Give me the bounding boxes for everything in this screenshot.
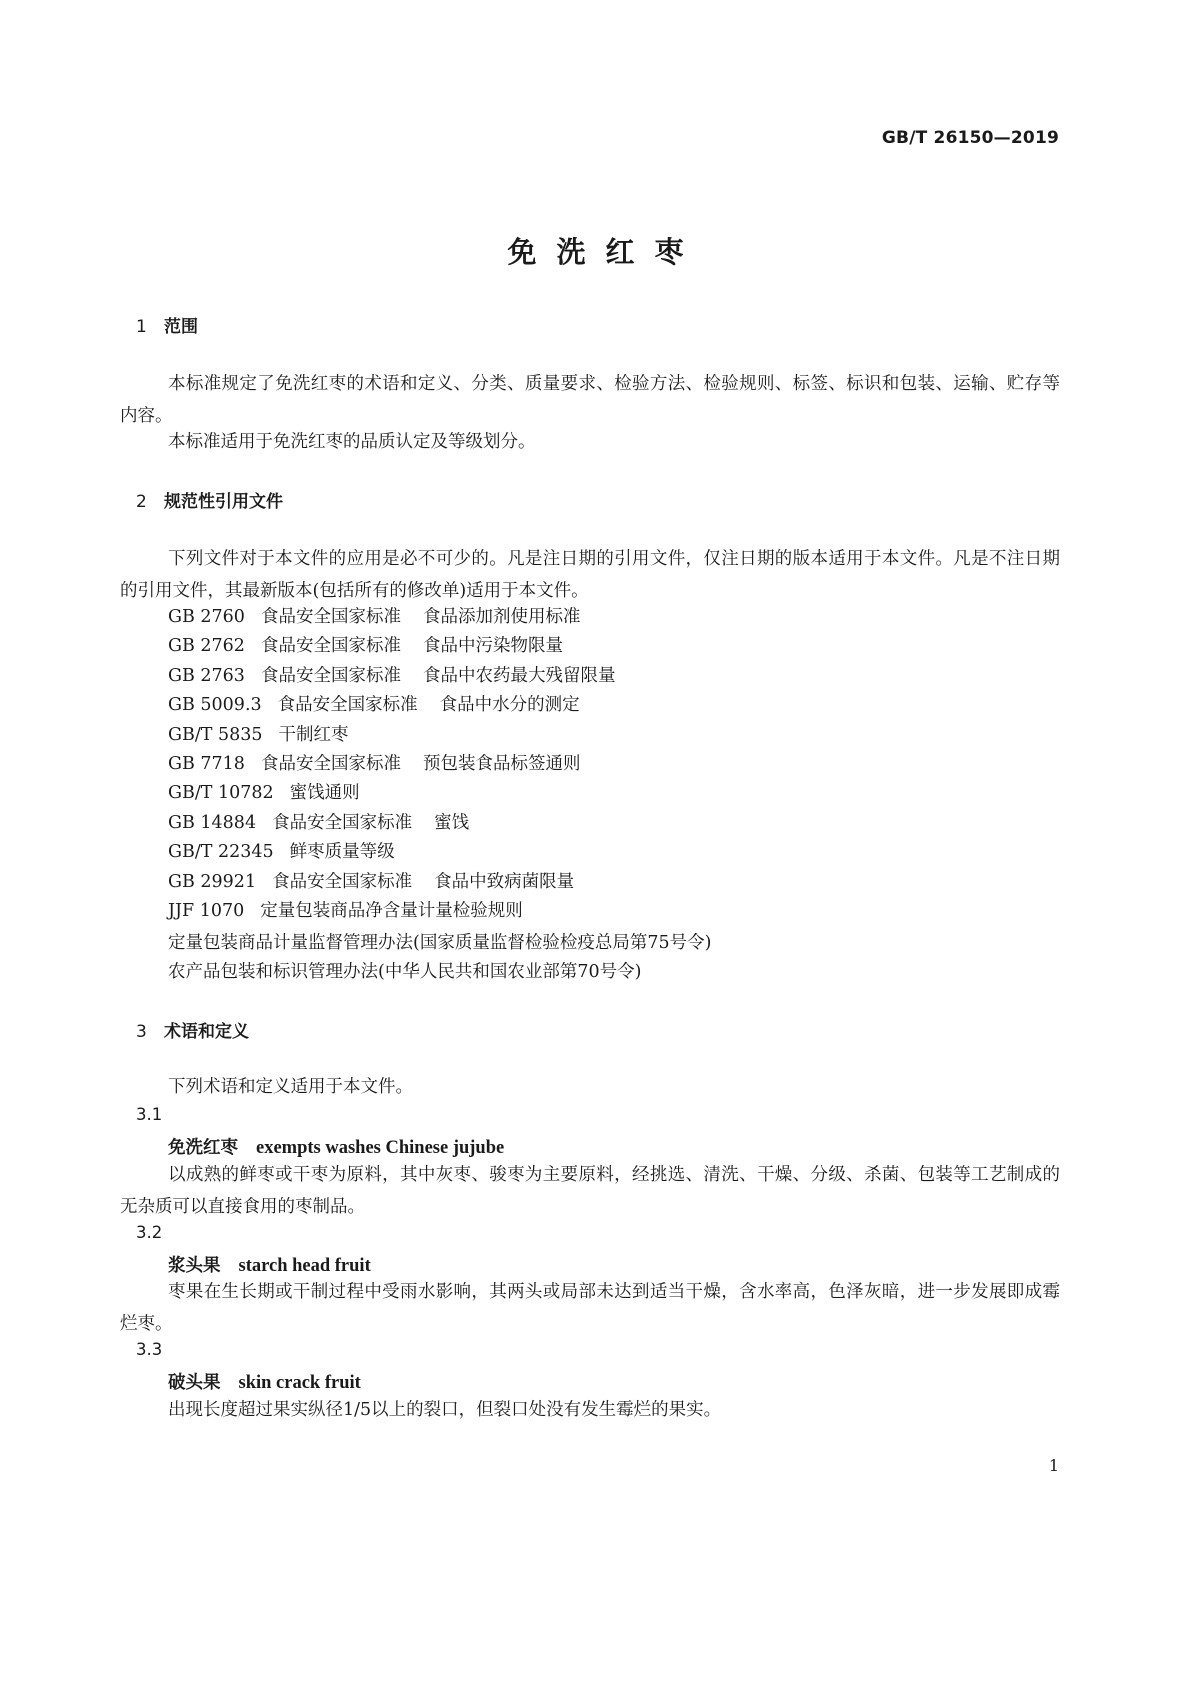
reference-title: 定量包装商品净含量计量检验规则 [260, 901, 523, 921]
reference-title: 干制红枣 [278, 724, 349, 745]
reference-subtitle: 食品中水分的测定 [439, 695, 580, 716]
term-en: skin crack fruit [238, 1373, 361, 1393]
reference-code: GB 5009.3 [168, 695, 262, 716]
section-heading-terms [136, 1017, 249, 1042]
page-number: 1 [1048, 1456, 1059, 1475]
reference-code: GB 2762 [168, 636, 245, 657]
reference-item [168, 779, 360, 804]
section-title: 术语和定义 [164, 1022, 249, 1042]
reference-code: GB 14884 [168, 812, 257, 833]
reference-title: 食品安全国家标准 [260, 636, 401, 657]
reference-title: 食品安全国家标准 [260, 665, 401, 686]
reference-title: 食品安全国家标准 [260, 754, 401, 774]
term-heading [168, 1369, 361, 1394]
reference-subtitle: 食品添加剂使用标准 [422, 607, 581, 627]
section-heading-references [136, 487, 283, 512]
scope-paragraph-1: 本标准规定了免洗红枣的术语和定义、分类、质量要求、检验方法、检验规则、标签、标识和包装、运输、贮存等内容。 [120, 374, 1060, 426]
term-en: exempts washes Chinese jujube [256, 1138, 505, 1158]
reference-item [168, 750, 580, 775]
reference-title: 食品安全国家标准 [272, 812, 413, 833]
term-definition: 出现长度超过果实纵径1/5以上的裂口，但裂口处没有发生霉烂的果实。 [168, 1400, 722, 1420]
reference-subtitle: 蜜饯 [434, 812, 470, 833]
reference-code: GB 2763 [168, 665, 245, 686]
reference-item [168, 809, 469, 834]
reference-item [168, 632, 563, 657]
reference-code: GB/T 5835 [168, 724, 263, 745]
term-heading [168, 1134, 504, 1159]
reference-title: 鲜枣质量等级 [289, 842, 395, 863]
section-heading-scope [136, 312, 198, 337]
section-number: 1 [136, 317, 147, 337]
regulation-item: 农产品包装和标识管理办法(中华人民共和国农业部第70号令) [168, 962, 642, 982]
reference-code: GB 2760 [168, 607, 245, 627]
term-cn: 免洗红枣 [168, 1138, 238, 1158]
term-heading [168, 1252, 371, 1277]
term-definition: 枣果在生长期或干制过程中受雨水影响，其两头或局部未达到适当干燥，含水率高，色泽灰暗，进一步发展即成霉烂枣。 [120, 1282, 1060, 1334]
reference-item [168, 662, 615, 687]
reference-code: JJF 1070 [168, 901, 245, 921]
term-en: starch head fruit [238, 1256, 371, 1276]
section-number: 2 [136, 492, 147, 512]
reference-subtitle: 食品中农药最大残留限量 [422, 665, 616, 686]
term-cn: 破头果 [168, 1373, 221, 1393]
reference-subtitle: 食品中污染物限量 [422, 636, 563, 657]
reference-item [168, 721, 349, 746]
term-definition: 以成熟的鲜枣或干枣为原料，其中灰枣、骏枣为主要原料，经挑选、清洗、干燥、分级、杀菌、包装等工艺制成的无杂质可以直接食用的枣制品。 [120, 1165, 1060, 1217]
reference-code: GB 29921 [168, 871, 257, 892]
reference-title: 食品安全国家标准 [277, 695, 418, 716]
term-cn: 浆头果 [168, 1256, 221, 1276]
standard-code: GB/T 26150—2019 [881, 128, 1059, 148]
reference-item [168, 691, 580, 716]
reference-title: 食品安全国家标准 [260, 607, 401, 627]
reference-title: 蜜饯通则 [289, 783, 360, 804]
reference-code: GB 7718 [168, 754, 245, 774]
references-intro: 下列文件对于本文件的应用是必不可少的。凡是注日期的引用文件，仅注日期的版本适用于本文件。凡是不注日期的引用文件，其最新版本(包括所有的修改单)适用于本文件。 [120, 549, 1060, 601]
reference-item [168, 603, 580, 628]
reference-subtitle: 预包装食品标签通则 [422, 754, 581, 774]
scope-paragraph-2: 本标准适用于免洗红枣的品质认定及等级划分。 [168, 432, 536, 452]
document-title: 免洗红枣 [507, 235, 704, 269]
term-number: 3.1 [136, 1105, 163, 1124]
reference-subtitle: 食品中致病菌限量 [434, 871, 575, 892]
reference-item [168, 868, 574, 893]
section-title: 规范性引用文件 [164, 492, 283, 512]
reference-code: GB/T 22345 [168, 842, 274, 863]
reference-title: 食品安全国家标准 [272, 871, 413, 892]
reference-item [168, 838, 395, 863]
reference-item [168, 897, 523, 922]
regulation-item: 定量包装商品计量监督管理办法(国家质量监督检验检疫总局第75号令) [168, 933, 712, 953]
term-number: 3.2 [136, 1223, 163, 1242]
section-number: 3 [136, 1022, 147, 1042]
terms-intro: 下列术语和定义适用于本文件。 [168, 1077, 413, 1097]
term-number: 3.3 [136, 1340, 163, 1359]
section-title: 范围 [164, 317, 198, 337]
reference-code: GB/T 10782 [168, 783, 274, 804]
